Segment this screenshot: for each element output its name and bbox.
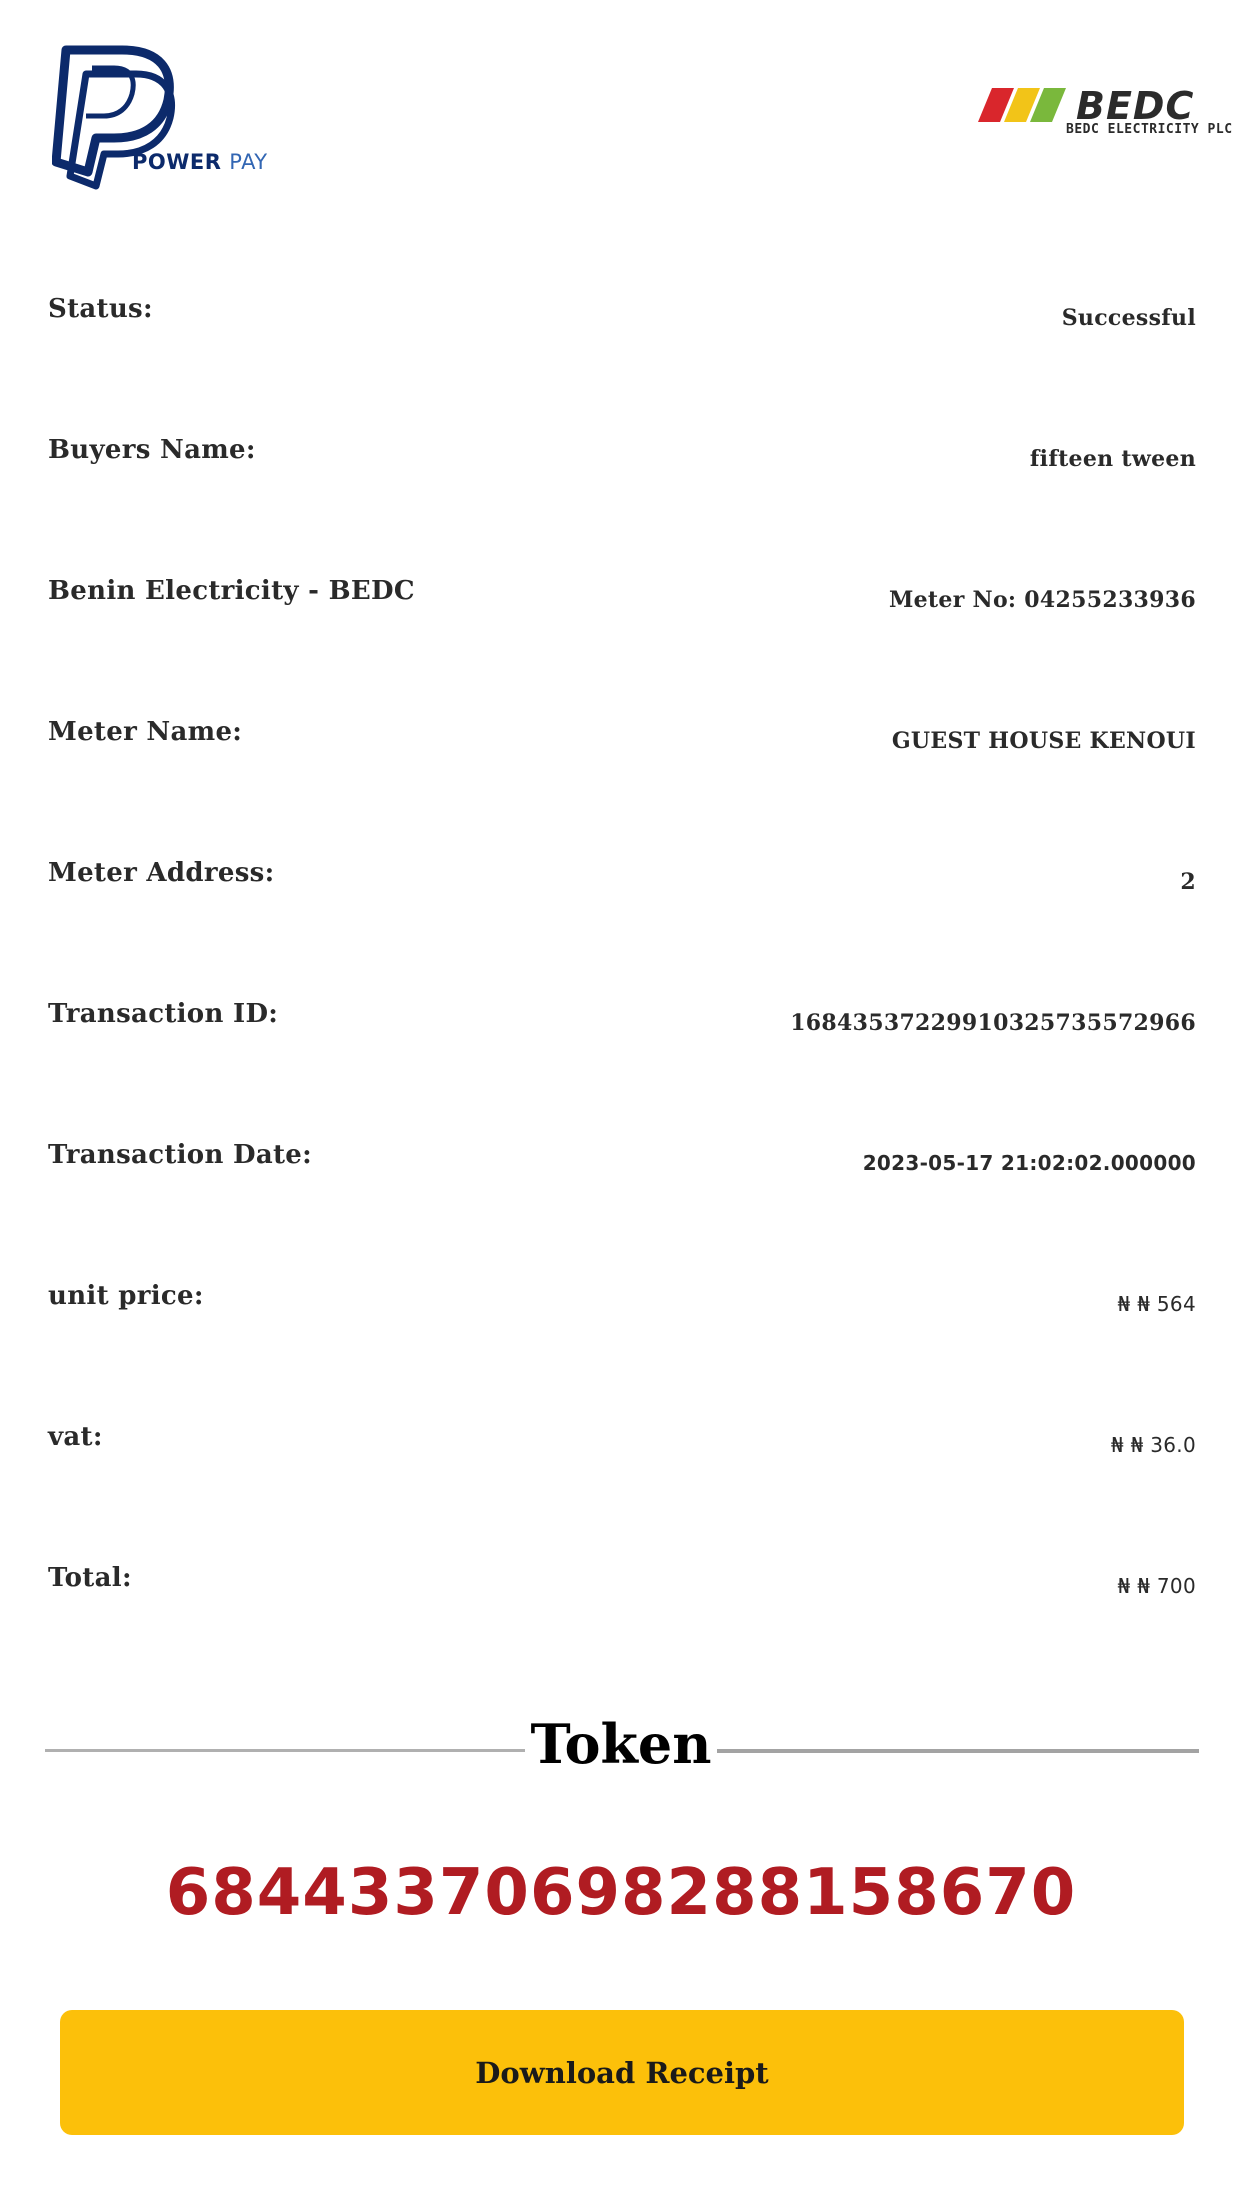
transaction-id-value: 16843537229910325735572966: [790, 1010, 1196, 1036]
total-label: Total:: [48, 1563, 132, 1593]
buyer-label: Buyers Name:: [48, 435, 256, 465]
token-value: 68443370698288158670: [165, 1856, 1077, 1930]
buyer-row: [48, 393, 1196, 534]
unit-price-row: [48, 1239, 1196, 1380]
status-label: Status:: [48, 294, 153, 324]
status-row: [48, 252, 1196, 393]
unit-price-label: unit price:: [48, 1281, 204, 1311]
total-value: ₦ ₦ 700: [1117, 1574, 1196, 1598]
meter-name-label: Meter Name:: [48, 717, 243, 747]
transaction-date-value: 2023-05-17 21:02:02.000000: [862, 1151, 1196, 1175]
token-divider-right: [717, 1749, 1199, 1753]
bedc-subtitle: BEDC ELECTRICITY PLC: [1066, 122, 1233, 137]
vat-row: [48, 1380, 1196, 1521]
status-value: Successful: [1061, 305, 1196, 331]
token-title: Token: [530, 1712, 712, 1776]
meter-address-row: [48, 816, 1196, 957]
unit-price-value: ₦ ₦ 564: [1117, 1292, 1196, 1316]
download-receipt-button[interactable]: Download Receipt: [60, 2010, 1184, 2135]
transaction-date-row: [48, 1098, 1196, 1239]
receipt-details: [48, 252, 1196, 1662]
vat-label: vat:: [48, 1422, 103, 1452]
bedc-wordmark: BEDC: [1076, 84, 1195, 128]
receipt-header: [0, 0, 1242, 200]
buyer-value: fifteen tween: [1029, 446, 1196, 472]
meter-address-value: 2: [1180, 869, 1196, 895]
meter-name-value: GUEST HOUSE KENOUI: [891, 728, 1196, 754]
disco-label: Benin Electricity - BEDC: [48, 576, 415, 606]
transaction-date-label: Transaction Date:: [48, 1140, 313, 1170]
transaction-id-label: Transaction ID:: [48, 999, 279, 1029]
meter-number-value: Meter No: 04255233936: [888, 587, 1196, 613]
token-divider-left: [45, 1749, 525, 1752]
transaction-id-row: [48, 957, 1196, 1098]
meter-name-row: [48, 675, 1196, 816]
power-pay-wordmark: POWER PAY: [132, 150, 268, 174]
vat-value: ₦ ₦ 36.0: [1110, 1433, 1196, 1457]
total-row: [48, 1521, 1196, 1662]
meter-address-label: Meter Address:: [48, 858, 275, 888]
disco-row: [48, 534, 1196, 675]
